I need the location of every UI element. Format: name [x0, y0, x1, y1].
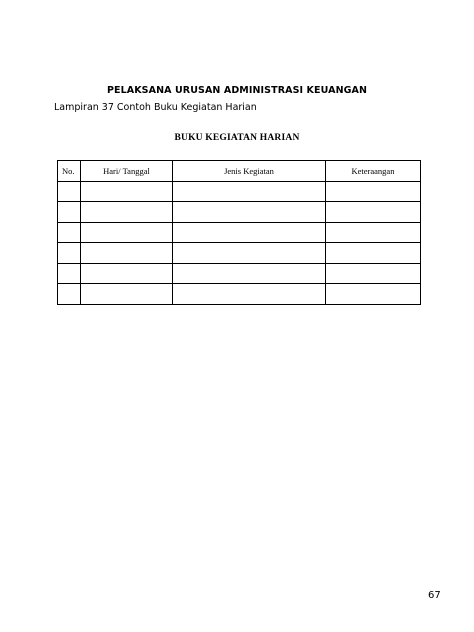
- table-row: [58, 284, 421, 305]
- table-cell: [326, 243, 421, 264]
- table-cell: [81, 181, 173, 202]
- column-header-notes: Keteraangan: [326, 161, 421, 182]
- table-cell: [326, 284, 421, 305]
- table-cell: [173, 222, 326, 243]
- table-cell: [173, 181, 326, 202]
- table-row: [58, 181, 421, 202]
- column-header-date: Hari/ Tanggal: [81, 161, 173, 182]
- table-cell: [58, 202, 81, 223]
- table-cell: [326, 263, 421, 284]
- document-subtitle: Lampiran 37 Contoh Buku Kegiatan Harian: [54, 102, 257, 113]
- table-cell: [81, 284, 173, 305]
- table-cell: [326, 222, 421, 243]
- table-cell: [173, 284, 326, 305]
- daily-activity-table: [57, 160, 421, 305]
- table-title: BUKU KEGIATAN HARIAN: [174, 133, 300, 143]
- table-cell: [326, 181, 421, 202]
- table-cell: [81, 202, 173, 223]
- table-cell: [58, 284, 81, 305]
- table-cell: [58, 181, 81, 202]
- table-row: [58, 202, 421, 223]
- table-cell: [173, 263, 326, 284]
- page-number: 67: [428, 590, 441, 601]
- table-header-row: [58, 161, 421, 182]
- table-cell: [58, 243, 81, 264]
- table-row: [58, 243, 421, 264]
- column-header-activity: Jenis Kegiatan: [173, 161, 326, 182]
- column-header-number: No.: [58, 161, 81, 182]
- table-cell: [326, 202, 421, 223]
- table-cell: [173, 243, 326, 264]
- table-cell: [173, 202, 326, 223]
- table-cell: [58, 263, 81, 284]
- table-cell: [81, 222, 173, 243]
- table-cell: [81, 243, 173, 264]
- document-heading: PELAKSANA URUSAN ADMINISTRASI KEUANGAN: [106, 85, 368, 96]
- table-cell: [58, 222, 81, 243]
- table-row: [58, 222, 421, 243]
- table-row: [58, 263, 421, 284]
- table-cell: [81, 263, 173, 284]
